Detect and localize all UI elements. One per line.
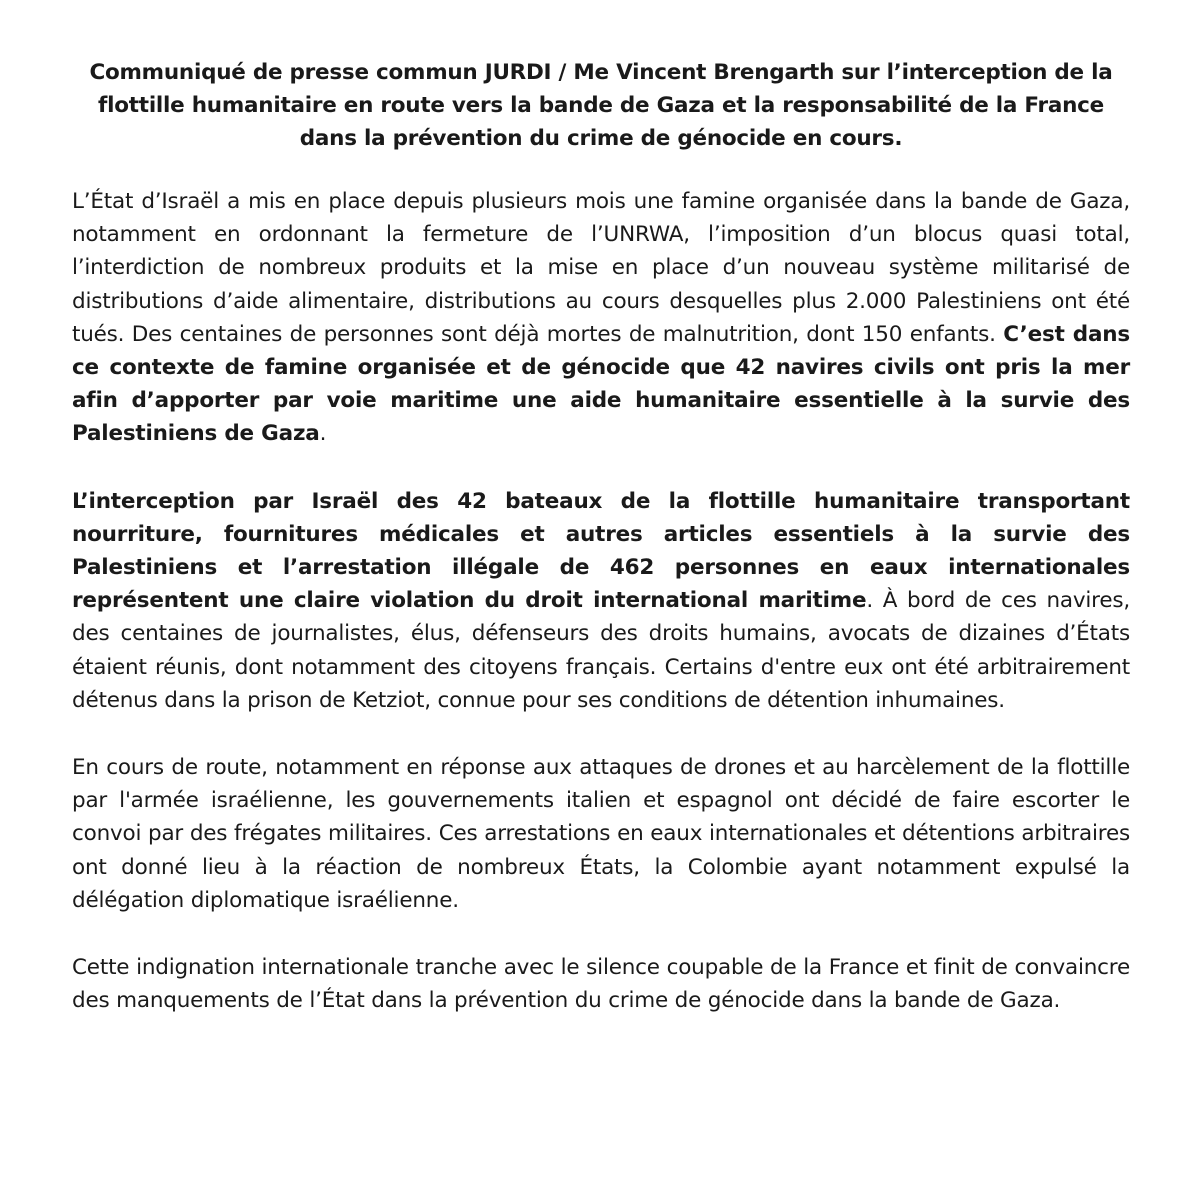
- paragraph-1-end: .: [319, 421, 327, 447]
- paragraph-1-bold: C’est dans ce contexte de famine organisée et de génocide que 42 navires civils ont pris la mer afin d’apporter par voie maritime une aide humanitaire essentielle à la survie des Palestiniens de Gaza: [72, 321, 1130, 447]
- paragraph-3: En cours de route, notamment en réponse aux attaques de drones et au harcèlement de la flottille par l'armée israélienne, les gouvernements italien et espagnol ont décidé de faire escorter le convoi par des frégates militaires. Ces arrestations en eaux internationales et détentions arbitraires ont donné lieu à la réaction de nombreux États, la Colombie ayant notamment expulsé la délégation diplomatique israélienne.: [72, 755, 1130, 913]
- paragraph-2-text: . À bord de ces navires, des centaines de journalistes, élus, défenseurs des droits humains, avocats de dizaines d’États étaient réunis, dont notamment des citoyens français. Certains d'entre eux ont été arbitrairement détenus dans la prison de Ketziot, connue pour ses conditions de détention inhumaines.: [72, 588, 1131, 713]
- paragraph-4: Cette indignation internationale tranche avec le silence coupable de la France et finit de convaincre des manquements de l’État dans la prévention du crime de génocide dans la bande de Gaza.: [72, 955, 1130, 1014]
- press-release-document: [72, 56, 1130, 1051]
- paragraph-1: [72, 185, 1130, 451]
- paragraph-2-bold: L’interception par Israël des 42 bateaux de la flottille humanitaire transportant nourriture, fournitures médicales et autres articles essentiels à la survie des Palestiniens et l’arrestation illégale de 462 personnes en eaux internationales représentent une claire violation du droit international maritime: [72, 488, 1130, 614]
- paragraph-1-text: L’État d’Israël a mis en place depuis plusieurs mois une famine organisée dans la bande de Gaza, notamment en ordonnant la fermeture de l’UNRWA, l’imposition d’un blocus quasi total, l’interdiction de nombreux produits et la mise en place d’un nouveau système militarisé de distributions d’aide alimentaire, distributions au cours desquelles plus 2.000 Palestiniens ont été tués. Des centaines de personnes sont déjà mortes de malnutrition, dont 150 enfants.: [72, 189, 1130, 347]
- paragraph-2: [72, 485, 1130, 717]
- document-title: Communiqué de presse commun JURDI / Me Vincent Brengarth sur l’interception de la flottille humanitaire en route vers la bande de Gaza et la responsabilité de la France dans la prévention du crime de génocide en cours.: [89, 60, 1113, 151]
